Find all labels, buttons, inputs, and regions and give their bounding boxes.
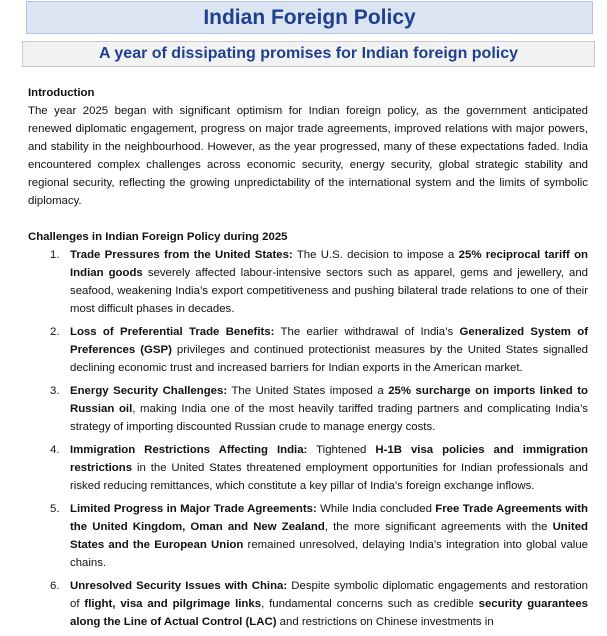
challenge-text: Tightened (307, 444, 376, 456)
challenge-title: Immigration Restrictions Affecting India: (70, 444, 308, 456)
list-number: 3. (50, 385, 60, 397)
section-spacer (28, 210, 588, 228)
challenge-title: Unresolved Security Issues with China: (70, 580, 288, 592)
challenge-emphasis: Free Trade Agreements with the United Kingdom, Oman and New Zealand (70, 503, 588, 533)
challenge-item-5 (28, 500, 588, 572)
challenge-emphasis: United States and the European Union (70, 521, 588, 551)
challenges-list (28, 246, 588, 631)
challenge-text: The U.S. decision to impose a (292, 249, 459, 261)
challenge-text: While India concluded (316, 503, 436, 515)
challenge-emphasis: flight, visa and pilgrimage links (84, 598, 262, 610)
challenge-text: privileges and continued protectionist measures by the United States signalled declining economic trust and increased barriers for Indian exports in the American market. (70, 344, 589, 374)
list-number: 1. (50, 249, 60, 261)
challenge-item-1 (28, 246, 588, 318)
challenge-item-2 (28, 323, 588, 377)
challenge-emphasis: H-1B visa policies and immigration restrictions (70, 444, 588, 474)
challenge-text: , making India one of the most heavily tariffed trading partners and complicating India’s strategy of importing discounted Russian crude to manage energy costs. (70, 403, 588, 433)
list-number: 6. (50, 580, 60, 592)
challenge-text: severely affected labour-intensive sectors such as apparel, gems and jewellery, and seafood, weakening India’s export competitiveness and pushing bilateral trade relations to one of their most difficult phases in decades. (70, 267, 588, 315)
challenge-title: Loss of Preferential Trade Benefits: (70, 326, 275, 338)
challenge-text: and restrictions on Chinese investments in (276, 616, 494, 628)
challenge-text: Despite symbolic diplomatic engagements and restoration of (70, 580, 588, 610)
document-title: Indian Foreign Policy (203, 5, 416, 29)
challenges-heading: Challenges in Indian Foreign Policy during 2025 (28, 231, 288, 243)
document-subtitle-banner (22, 41, 595, 67)
challenge-emphasis: 25% reciprocal tariff on Indian goods (70, 249, 588, 279)
document-title-banner (26, 1, 593, 34)
challenge-emphasis: Generalized System of Preferences (GSP) (70, 326, 588, 356)
document-body (28, 84, 588, 636)
challenge-text: , fundamental concerns such as credible (261, 598, 479, 610)
challenge-text: The earlier withdrawal of India’s (274, 326, 460, 338)
list-number: 5. (50, 503, 60, 515)
challenge-title: Energy Security Challenges: (70, 385, 228, 397)
document-subtitle: A year of dissipating promises for Indian foreign policy (98, 45, 519, 62)
list-number: 4. (50, 444, 60, 456)
challenge-title: Limited Progress in Major Trade Agreements: (70, 503, 317, 515)
challenge-item-6 (28, 577, 588, 631)
challenge-text: remained unresolved, delaying India’s integration into global value chains. (70, 539, 588, 569)
challenge-item-3 (28, 382, 588, 436)
challenge-text: in the United States threatened employment opportunities for Indian professionals and risked reducing remittances, which constitute a key pillar of India’s foreign exchange inflows. (70, 462, 588, 492)
challenge-item-4 (28, 441, 588, 495)
intro-heading: Introduction (28, 87, 95, 99)
challenge-title: Trade Pressures from the United States: (70, 249, 293, 261)
challenge-emphasis: security guarantees along the Line of Actual Control (LAC) (70, 598, 588, 628)
intro-paragraph: The year 2025 began with significant optimism for Indian foreign policy, as the government anticipated renewed diplomatic engagement, progress on major trade agreements, improved relations with major powers, and stability in the neighbourhood. However, as the year progressed, many of these expectations faded. India encountered complex challenges across economic security, energy security, global strategic stability and regional security, reflecting the growing unpredictability of the international system and the limits of symbolic diplomacy. (28, 105, 588, 207)
challenge-text: The United States imposed a (227, 385, 389, 397)
challenge-text: , the more significant agreements with the (324, 521, 553, 533)
list-number: 2. (50, 326, 60, 338)
challenge-emphasis: 25% surcharge on imports linked to Russian oil (70, 385, 588, 415)
